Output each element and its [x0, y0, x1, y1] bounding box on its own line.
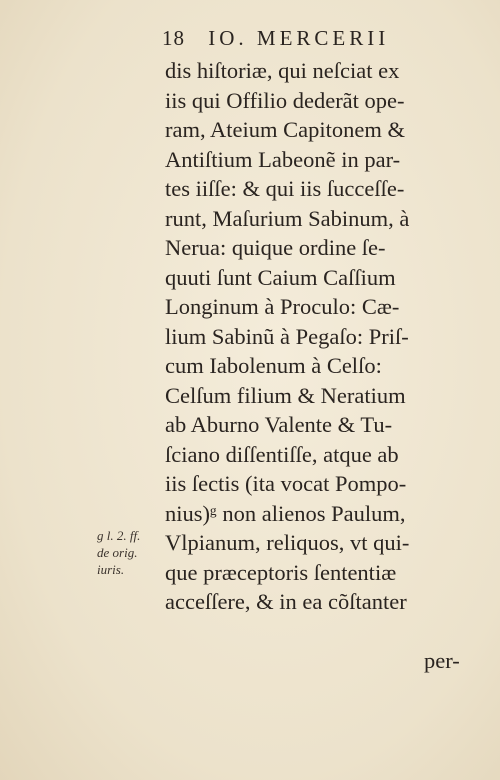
text-line: Antiſtium Labeonẽ in par-	[165, 146, 401, 172]
margin-note-line: iuris.	[97, 562, 125, 577]
text-line: ram, Ateium Capitonem &	[165, 117, 405, 142]
margin-note	[97, 527, 140, 578]
running-header	[162, 26, 472, 51]
text-line: nius)ᵍ non alienos Paulum,	[165, 500, 406, 526]
text-line: iis ſectis (ita vocat Pompo-	[165, 471, 407, 496]
margin-note-line: g l. 2. ff.	[97, 528, 141, 543]
margin-note-line: de orig.	[97, 545, 138, 560]
text-line: Vlpianum, reliquos, vt qui-	[165, 530, 410, 555]
page-number: 18	[162, 26, 185, 50]
text-line: cum Iabolenum à Celſo:	[165, 353, 382, 378]
body-text	[165, 56, 475, 617]
text-line: Celſum filium & Neratium	[165, 382, 406, 408]
text-line: quuti ſunt Caium Caſſium	[165, 264, 396, 290]
catchword: per-	[424, 648, 460, 673]
running-title: IO. MERCERII	[208, 26, 390, 50]
text-line: ab Aburno Valente & Tu-	[165, 412, 393, 437]
text-line: runt, Maſurium Sabinum, à	[165, 205, 410, 231]
text-line: iis qui Offilio dederãt ope-	[165, 87, 405, 113]
text-line: Nerua: quique ordine ſe-	[165, 235, 386, 260]
text-line: tes iiſſe: & qui iis ſucceſſe-	[165, 176, 405, 201]
text-line: acceſſere, & in ea cõſtanter	[165, 589, 407, 614]
text-line: lium Sabinũ à Pegaſo: Priſ-	[165, 323, 409, 349]
text-line: Longinum à Proculo: Cæ-	[165, 294, 400, 319]
text-line: dis hiſtoriæ, qui neſciat ex	[165, 58, 400, 83]
text-line: ſciano diſſentiſſe, atque ab	[165, 441, 399, 467]
text-line: que præceptoris ſententiæ	[165, 559, 397, 585]
